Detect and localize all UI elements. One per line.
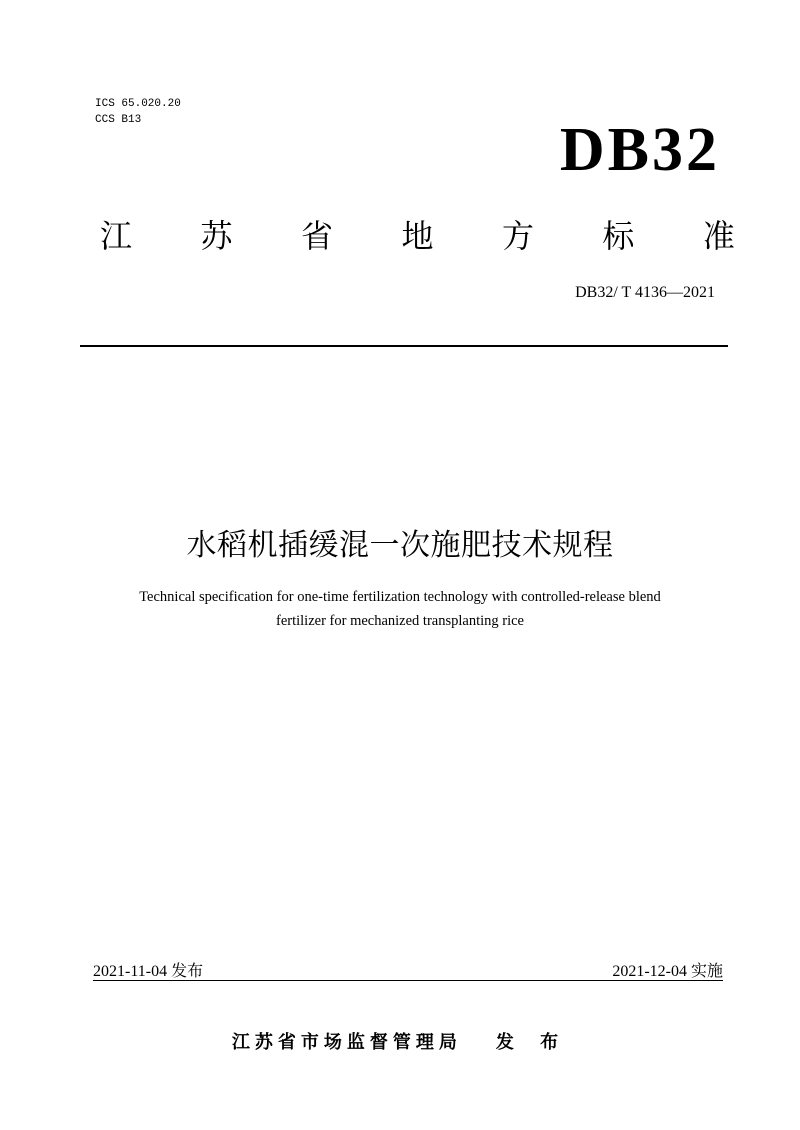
standard-type-char: 江 [100,217,133,255]
standard-type-char: 方 [501,217,534,255]
date-row [93,958,723,981]
standard-type-char: 标 [602,217,635,255]
header-divider [80,345,728,347]
date-divider [93,980,723,981]
standard-number: DB32/ T 4136—2021 [575,284,715,301]
title-en-line-1: Technical specification for one-time fertilization technology with controlled-release blend [139,589,661,605]
publisher-line [0,1028,800,1054]
standard-type-char: 苏 [200,217,233,255]
standard-type-heading [100,212,735,256]
document-title-en [90,585,710,633]
publish-label: 发 布 [495,1032,569,1053]
publisher-name: 江苏省市场监督管理局 [231,1032,462,1053]
title-en-line-2: fertilizer for mechanized transplanting rice [276,613,524,629]
document-title-zh: 水稻机插缓混一次施肥技术规程 [186,528,614,563]
classification-codes [95,96,181,128]
standard-type-char: 准 [702,217,735,255]
standard-type-char: 地 [401,217,434,255]
implementation-date: 2021-12-04 实施 [612,963,723,980]
ics-code: ICS 65.020.20 [95,98,181,110]
standard-type-char: 省 [300,217,333,255]
issue-date: 2021-11-04 发布 [93,963,204,980]
ccs-code: CCS B13 [95,114,142,126]
standard-code: DB32 [559,116,720,184]
